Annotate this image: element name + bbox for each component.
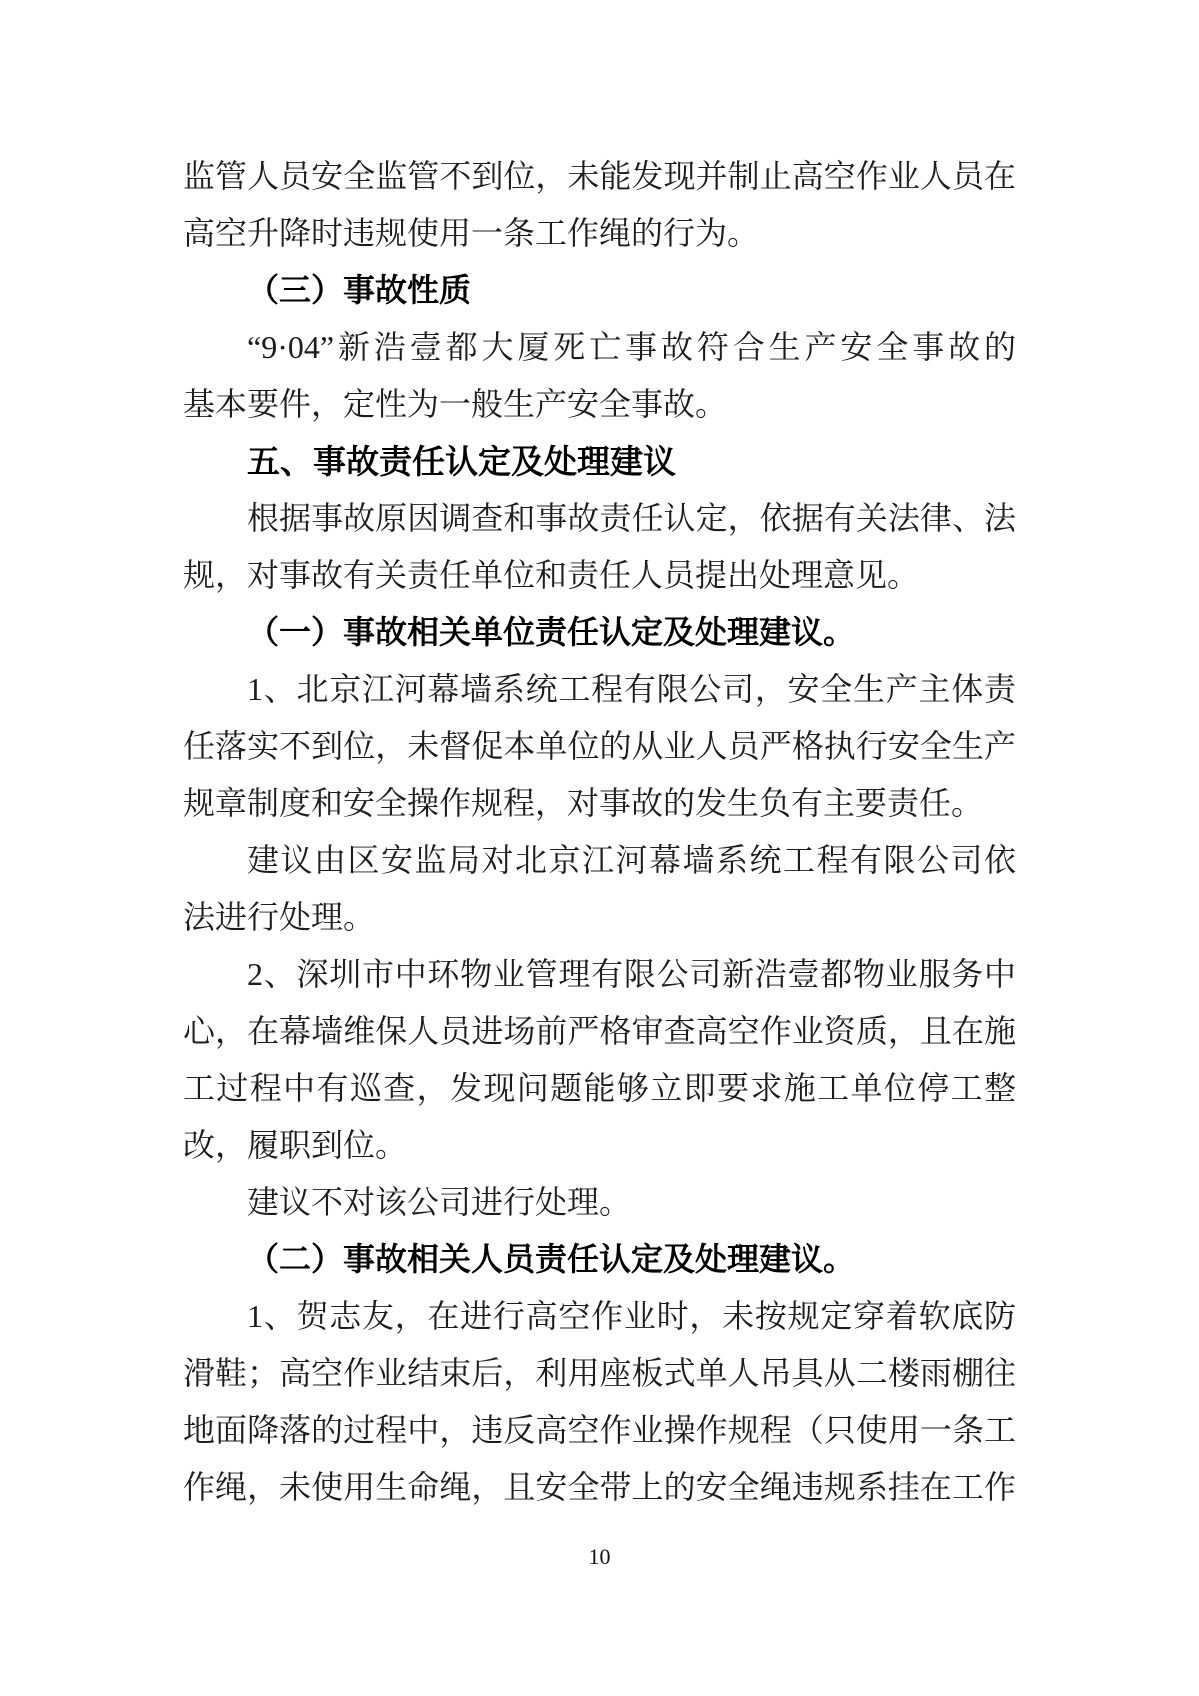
section-heading-3: （三）事故性质 <box>247 272 472 308</box>
text-line: 法进行处理。 <box>183 899 376 935</box>
text-line: 工过程中有巡查，发现问题能够立即要求施工单位停工整 <box>183 1070 1016 1106</box>
text-line: 1、北京江河幕墙系统工程有限公司，安全生产主体责 <box>247 671 1016 707</box>
text-line: 2、深圳市中环物业管理有限公司新浩壹都物业服务中 <box>247 956 1016 992</box>
text-line: 规章制度和安全操作规程，对事故的发生负有主要责任。 <box>183 785 984 821</box>
text-line: 基本要件，定性为一般生产安全事故。 <box>183 386 728 422</box>
document-body <box>183 148 1016 1516</box>
text-line: 地面降落的过程中，违反高空作业操作规程（只使用一条工 <box>183 1412 1016 1448</box>
text-line: 滑鞋；高空作业结束后，利用座板式单人吊具从二楼雨棚往 <box>183 1355 1016 1391</box>
text-line: 作绳，未使用生命绳，且安全带上的安全绳违规系挂在工作 <box>183 1469 1016 1505</box>
text-line: 监管人员安全监管不到位，未能发现并制止高空作业人员在 <box>183 158 1016 194</box>
text-line: 规，对事故有关责任单位和责任人员提出处理意见。 <box>183 557 920 593</box>
text-line: 任落实不到位，未督促本单位的从业人员严格执行安全生产 <box>183 728 1016 764</box>
text-line: 建议不对该公司进行处理。 <box>247 1184 632 1220</box>
text-line: 1、贺志友，在进行高空作业时，未按规定穿着软底防 <box>247 1298 1016 1334</box>
section-heading-1: （一）事故相关单位责任认定及处理建议。 <box>247 614 856 650</box>
section-heading-2: （二）事故相关人员责任认定及处理建议。 <box>247 1241 856 1277</box>
chapter-heading-5: 五、事故责任认定及处理建议 <box>247 443 676 480</box>
text-line: 建议由区安监局对北京江河幕墙系统工程有限公司依 <box>247 842 1016 878</box>
text-line: 心，在幕墙维保人员进场前严格审查高空作业资质，且在施 <box>183 1013 1016 1049</box>
text-line: 改，履职到位。 <box>183 1127 408 1163</box>
text-line: 根据事故原因调查和事故责任认定，依据有关法律、法 <box>247 500 1016 536</box>
text-line: 高空升降时违规使用一条工作绳的行为。 <box>183 215 760 251</box>
page-number: 10 <box>588 1544 611 1569</box>
text-line: “9·04”新浩壹都大厦死亡事故符合生产安全事故的 <box>247 329 1016 365</box>
